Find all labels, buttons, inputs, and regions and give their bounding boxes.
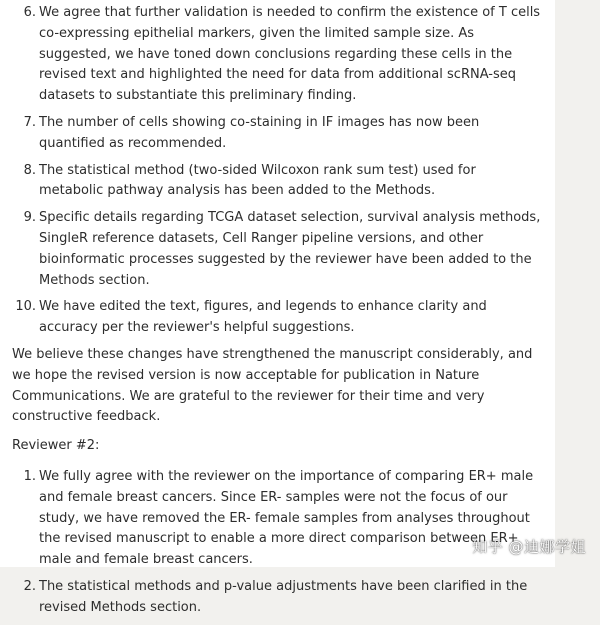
list-number: 9. — [23, 210, 36, 226]
list-item — [12, 467, 544, 571]
list-item — [12, 577, 544, 619]
list-number: 7. — [23, 114, 36, 130]
list-text: Specific details regarding TCGA dataset selection, survival analysis methods, SingleR reference datasets, Cell Ranger pipeline versions, and other bioinformatic processes suggested by the reviewer have been added to the Methods section. — [39, 210, 541, 288]
document-content — [12, 3, 544, 625]
list-number: 6. — [23, 5, 36, 20]
list-item — [12, 297, 544, 339]
list-item — [12, 161, 544, 203]
list-item — [12, 113, 544, 155]
zhihu-watermark: 知乎 @迪娜学姐 — [472, 538, 586, 556]
list-text: The statistical method (two-sided Wilcoxon rank sum test) used for metabolic pathway analysis has been added to the Methods. — [39, 162, 476, 199]
right-gutter — [555, 0, 600, 567]
list-item — [12, 3, 544, 107]
list-number: 1. — [23, 468, 36, 484]
list-text: The number of cells showing co-staining in IF images has now been quantified as recommended. — [39, 114, 480, 151]
list-text: We fully agree with the reviewer on the importance of comparing ER+ male and female breast cancers. Since ER- samples were not the focus of our study, we have removed the ER- female samples from analyses throughout the revised manuscript to enable a more direct comparison between ER+ male and female breast cancers. — [39, 468, 534, 568]
list-text: We have edited the text, figures, and legends to enhance clarity and accuracy per the reviewer's helpful suggestions. — [39, 299, 487, 336]
list-text: The statistical methods and p-value adjustments have been clarified in the revised Methods section. — [39, 578, 528, 615]
list-number: 8. — [23, 162, 36, 178]
list-number: 10. — [15, 299, 36, 315]
response-list-reviewer2 — [12, 467, 544, 619]
reviewer2-heading: Reviewer #2: — [12, 438, 100, 454]
list-text: We agree that further validation is needed to confirm the existence of T cells co-expressing epithelial markers, given the limited sample size. As suggested, we have toned down conclusions regarding these cells in the revised text and highlighted the need for data from additional scRNA-seq datasets to substantiate this preliminary finding. — [39, 5, 541, 104]
response-list-reviewer1 — [12, 3, 544, 339]
list-item — [12, 208, 544, 291]
closing-paragraph: We believe these changes have strengthened the manuscript considerably, and we hope the revised version is now acceptable for publication in Nature Communications. We are grateful to the reviewer for their time and very constructive feedback. — [12, 346, 533, 425]
list-number: 2. — [23, 578, 36, 594]
